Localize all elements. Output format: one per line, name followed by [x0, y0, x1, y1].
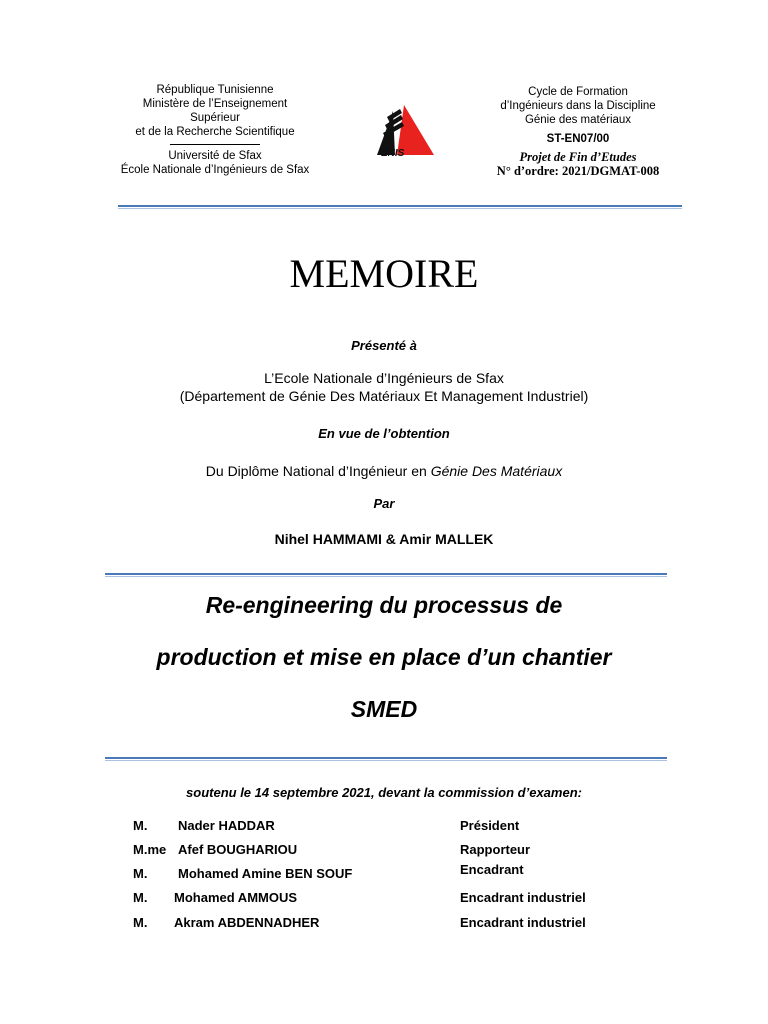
program-header — [478, 85, 678, 178]
jury-title: M.me — [133, 842, 167, 857]
diploma-line — [0, 463, 768, 479]
jury-title: M. — [133, 818, 148, 833]
jury-role: Rapporteur — [460, 842, 531, 857]
jury-role: Encadrant industriel — [460, 890, 586, 905]
cycle-label: Cycle de Formation — [528, 86, 628, 98]
jury-role: Encadrant — [460, 862, 524, 877]
university-label: Université de Sfax — [168, 150, 262, 162]
jury-name: Nader HADDAR — [178, 818, 275, 833]
pfe-label: Projet de Fin d’Etudes — [519, 150, 637, 164]
defense-statement: soutenu le 14 septembre 2021, devant la commission d’examen: — [186, 785, 582, 800]
jury-name: Akram ABDENNADHER — [174, 915, 320, 930]
jury-row — [0, 890, 768, 910]
header-divider — [170, 144, 260, 145]
jury-title: M. — [133, 915, 148, 930]
jury-title: M. — [133, 890, 148, 905]
thesis-title-line-3: SMED — [350, 696, 418, 722]
department-name: (Département de Génie Des Matériaux Et Management Industriel) — [179, 388, 589, 404]
thesis-title-line-1: Re-engineering du processus de — [205, 592, 563, 618]
ministry-label: Ministère de l’Enseignement — [142, 98, 288, 110]
obtention-label: En vue de l’obtention — [318, 426, 450, 441]
diploma-field: Génie Des Matériaux — [430, 463, 563, 479]
divider-bottom — [105, 757, 667, 761]
jury-row — [0, 862, 768, 886]
school-name: L’Ecole Nationale d’Ingénieurs de Sfax — [264, 370, 504, 386]
enis-logo-icon — [373, 103, 435, 159]
discipline-label: d’Ingénieurs dans la Discipline — [500, 100, 656, 112]
republic-label: République Tunisienne — [156, 84, 274, 96]
diploma-prefix: Du Diplôme National d’Ingénieur en — [205, 463, 431, 479]
jury-role: Encadrant industriel — [460, 915, 586, 930]
authors: Nihel HAMMAMI & Amir MALLEK — [274, 531, 494, 547]
jury-row — [0, 842, 768, 862]
jury-row — [0, 818, 768, 838]
form-code: ST-EN07/00 — [546, 133, 610, 145]
divider-top — [118, 205, 682, 209]
presented-to-label: Présenté à — [351, 338, 417, 353]
by-label: Par — [373, 496, 395, 511]
jury-row — [0, 915, 768, 935]
institution-header — [100, 83, 330, 177]
logo-text: ENIS — [381, 148, 405, 159]
jury-name: Afef BOUGHARIOU — [178, 842, 298, 857]
jury-name: Mohamed AMMOUS — [174, 890, 298, 905]
school-label: École Nationale d’Ingénieurs de Sfax — [120, 164, 310, 176]
ministry-label-2: Supérieur — [190, 112, 240, 124]
order-number: N° d’ordre: 2021/DGMAT-008 — [496, 164, 660, 178]
jury-title: M. — [133, 866, 148, 881]
thesis-title-line-2: production et mise en place d’un chantier — [156, 644, 612, 670]
document-title: MEMOIRE — [289, 251, 479, 296]
jury-role: Président — [460, 818, 520, 833]
field-label: Génie des matériaux — [524, 114, 632, 126]
ministry-label-3: et de la Recherche Scientifique — [135, 126, 295, 138]
jury-name: Mohamed Amine BEN SOUF — [178, 866, 353, 881]
divider-middle — [105, 573, 667, 577]
